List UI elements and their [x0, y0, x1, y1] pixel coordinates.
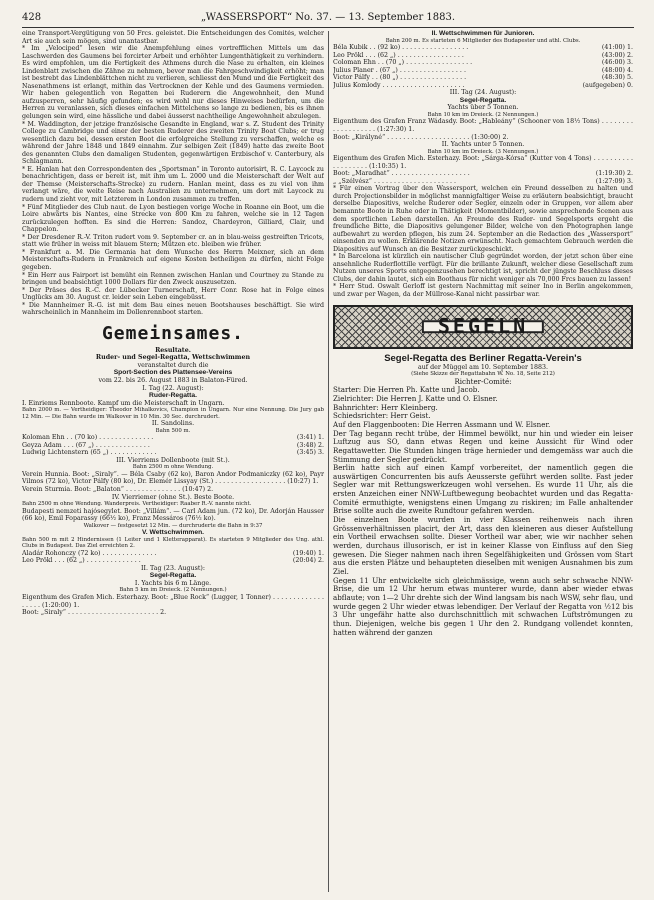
event-title: Ruder- und Segel-Regatta, Wettschwimmen [95, 354, 251, 362]
result-cell: (43:00) 2. [601, 51, 633, 59]
race-title: II. Wettschwimmen für Junioren. [431, 30, 535, 37]
article-title: Segel-Regatta des Berliner Regatta-Verein's [384, 352, 582, 364]
result-cell: (48:00) 4. [601, 66, 633, 74]
day-heading: I. Tag (22. August): [142, 384, 204, 392]
paragraph: * Im „Velociped“ lesen wir die Anempfehlung eines vortrefflichen Mittels um das Laschwerden des Gaumens bei forcirter Arbeit und erhöhter Lungenthätigkeit zu verhindern. Es wird empfohlen, um die Fertigkeit des Athmens durch die Nase zu erhalten, ein kleines Lindenblatt zwischen die Zähne zu nehmen, bevor man die Fahrgeschwindigkeit erhöht; man ist bestrebt das Lindenblättchen nicht zu verlieren, schliesst den Mund und die Fertigkeit des Nasenathmens ist erlangt, mithin das Vertrocknen der Kehle und des Gaumens vermieden. Wir haben gelegentlich von Regatten bei Ruderern die Angewohnheit, den Mund aufzusperren, sehr häufig gefunden; es wird wohl nur dieses Hinweises bedürfen, um die Herren zu veranlassen, sich dieses einfachen Mittelchens so lange zu bedienen, bis es ihnen gelungen sein wird, eine hässliche und dabei äusserst nachtheilige Angewohnheit abzulegen. [22, 45, 324, 121]
paragraph: * Herr Stud. Oswalt Gerloff ist gestern Nachmittag mit seiner Ino in Berlin angekommen, und zwar per Wagen, da der Müllrose-Kanal nicht passirbar war. [333, 283, 633, 298]
result-row [22, 557, 324, 565]
banner-label: SEGELN [422, 320, 544, 334]
running-title: „WASSERSPORT“ No. 37. — 13. September 1883. [200, 12, 456, 23]
race-note: Walkover — festgesetzt 12 Min. — durchruderte die Bahn in 9:37 [83, 522, 263, 529]
race-title: II. Yachts unter 5 Tonnen. [441, 141, 525, 149]
committee-line: Auf den Flaggenbooten: Die Herren Assmann und W. Elsner. [333, 419, 551, 429]
race-title: I. Einriems Rennboote. Kampf um die Meisterschaft in Ungarn. [22, 399, 225, 407]
result-row [333, 178, 633, 186]
result-row [333, 82, 633, 90]
race-note: Bahn 200 m. Es starteten 6 Mitglieder des Budapester und athl. Clubs. [385, 37, 581, 44]
result-cell: Koloman Ehn . . (70 ko) . . . . . . . . . . . . . . [22, 434, 154, 442]
result-entry: Eigenthum des Grafen Mich. Esterhazy. Boot: „Blue Rock“ (Lugger, 1 Tonner) . . . . . . . . . . . . . . . . . . (1:20:00) 1. [22, 593, 324, 609]
column-rule [328, 31, 329, 892]
race-title: V. Wettschwimmen. [141, 529, 205, 537]
paragraph: * Frankfurt a. M. Die Germania hat dem Wunsche des Herrn Meixner, sich an dem Meisterschafts-Rudern in Frankreich auf eigene Kosten betheiligen zu dürfen, nicht Folge gegeben. [22, 248, 324, 271]
result-list [22, 434, 324, 457]
regatta-heading: Segel-Regatta. [459, 96, 507, 104]
result-row [333, 52, 633, 60]
result-cell: Boot: „Maradhat“ . . . . . . . . . . . . . . . . . . . . [333, 170, 470, 178]
race-note: Bahn 500 m. [155, 427, 191, 434]
result-cell: (20:04) 2. [292, 557, 324, 565]
result-row [22, 434, 324, 442]
result-entry: Verein Hunnia. Boot: „Siraly“. — Béla Csaby (62 ko), Baron Andor Podmaniczky (62 ko), Payr Vilmos (72 ko), Victor Pálfy (80 ko), Dr. Elemér Lissyay (St.) . . . . . . . . . . . . . . . . . . (10:27) 1. [22, 470, 324, 486]
result-cell: (aufgegeben) 0. [582, 81, 633, 89]
race-note: Bahn 10 km im Dreieck. (2 Nennungen.) [427, 111, 539, 118]
result-row [22, 442, 324, 450]
result-cell: Leo Prökl . . . (62 „) . . . . . . . . . . . . . . . . . [333, 51, 464, 59]
page-number: 428 [22, 12, 42, 23]
left-column [22, 30, 324, 892]
race-title: III. Vierriems Dollenboote (mit St.). [116, 456, 230, 464]
result-cell: Leo Prökl . . . (62 „) . . . . . . . . . . . . . . [22, 557, 141, 565]
committee-heading: Richter-Comité: [454, 376, 512, 386]
race-note: Bahn 2500 m ohne Wendung. Wanderpreis. Vertheidiger: Raaber R.-V. nannte nicht. [22, 501, 252, 508]
paragraph: * Ein Herr aus Fairport ist bemüht ein Rennen zwischen Hanlan und Courtney zu Stande zu bringen und beabsichtigt 1000 Dollars für den Zweck auszusetzen. [22, 271, 324, 287]
result-cell: (1:19:30) 2. [595, 170, 633, 178]
result-row [22, 550, 324, 558]
result-cell: „ „Szélvész“ . . . . . . . . . . . . . . . . . . . . . [333, 177, 457, 185]
result-cell: (3:48) 2. [296, 441, 324, 449]
paragraph: * E. Hanlan hat den Correspondenten des „Sportsman“ in Toronto autorisirt, R. C. Laycock zu benachrichtigen, dass er bereit ist, mit ihm um L. 2000 und die Meisterschaft der Welt auf der Themse (Meisterschafts-Strecke) zu rudern. Hanlan meint, dass es zu viel von ihm verlangt wäre, die weite Reise nach Australien zu unternehmen, um dort mit Laycock zu rudern und zieht vor, mit Letzterem in London zusammen zu treffen. [22, 165, 324, 204]
paragraph: * Der Präses des R.-C. der Lübecker Turnerschaft, Herr Conr. Rose hat in Folge eines Unglücks am 30. August cr. leider sein Leben eingebüsst. [22, 286, 324, 302]
race-note: Bahn 5 km im Dreieck. (2 Nennungen.) [119, 587, 227, 594]
committee-line: Starter: Die Herren Ph. Katte und Jacob. [333, 385, 480, 395]
result-cell: (48:30) 5. [601, 74, 633, 82]
paragraph: * Fünf Mitglieder des Club naut. de Lyon bestiegen vorige Woche in Roanne ein Boot, um die Loire abwärts bis Nantes, eine Strecke von 800 Km zu fahren, welche sie in 12 Tagen zurückzulegen hofften. Es sind die Herren: Sandoz, Chardeyron, Gilliard, Clair, und Chappelon. [22, 203, 324, 234]
race-title: II. Sandolins. [151, 420, 195, 428]
result-list [333, 170, 633, 185]
regatta-heading: Segel-Regatta. [149, 572, 197, 580]
race-title: I. Yachts bis 6 m Länge. [134, 579, 212, 587]
subheading: Resultate. [155, 346, 191, 354]
result-row [333, 59, 633, 67]
result-row [22, 449, 324, 457]
result-cell: Coloman Ehn . . (70 „) . . . . . . . . . . . . . . . . . [333, 59, 473, 67]
result-row [333, 44, 633, 52]
page-header [22, 12, 634, 26]
paragraph: Die einzelnen Boote wurden in vier Klassen reihenweis nach ihren Grössenverhältnissen placirt, der Art, dass den kleineren aus dieser Aufstellung ein Vortheil erwachsen sollte. Dieser Vortheil war aber, wie wir nachher sehen werden, durchaus illusorisch, er ist in keiner Klasse von Einfluss auf den Sieg gewesen. Die Sieger nahmen nach ihren Segelfähigkeiten und Grössen vom Start aus die ersten Plätze und behaupteten dieselben mit wenigen Ausnahmen bis zum Ziel. [333, 515, 633, 577]
result-cell: Victor Pálfy . . (80 „) . . . . . . . . . . . . . . . . . [333, 74, 467, 82]
race-title: Yachts über 5 Tonnen. [447, 104, 519, 112]
paragraph: Gegen 11 Uhr entwickelte sich gleichmässige, wenn auch sehr schwache NNW-Brise, die um 12 Uhr herum etwas munterer wurde, dann aber wieder etwas abflaute; von 1—2 Uhr drehte sich der Wind langsam bis nach WSW, sehr flau, und wurde gegen 2 Uhr wieder etwas lebendiger. Der Verlauf der Regatta von ½12 bis 3 Uhr ungefähr hatte also durchschnittlich mit schwachen Luftströmungen zu thun. Diejenigen, welche bis gegen 1 Uhr den 2. Rundgang vollendet konnten, hatten während der ganzen [333, 575, 633, 637]
day-heading: II. Tag (23. August): [141, 564, 205, 572]
paragraph: Der Tag begann recht trübe, der Himmel bewölkt, nur hin und wieder ein leiser Luftzug aus SO, dann etwas Regen und keine Aussicht für Wind oder Regattawetter. Die Stunden hingen träge hernieder und demgemäss war auch die Stimmung der Segler gedrückt. [333, 428, 633, 464]
organizer: Sport-Section des Plattensee-Vereins [113, 369, 233, 377]
result-cell: (3:45) 3. [296, 449, 324, 457]
paragraph: Berlin hatte sich auf einen Kampf vorbereitet, der namentlich gegen die auswärtigen Concurrenten bis aufs Aeusserste geführt werden sollte. Fast jeder Segler war mit Rettungswerkzeugen wohl versehen. Es wurde 11 Uhr, als die ersten Anzeichen einer NNW-Luftbewegung beobachtet wurden und das Regatta-Comité ermuthigte, wenigstens einen Umgang zu riskiren; im Falle anhaltender Brise sollte auch die zweite Rundtour gefahren werden. [333, 463, 633, 516]
result-cell: Geyza Adam . . . (67 „) . . . . . . . . . . . . . . [22, 441, 150, 449]
committee-line: Schiedsrichter: Herr Geist. [333, 411, 431, 421]
article-note: (Siehe Skizze der Regattabahn W. No. 18, Seite 212) [411, 371, 555, 378]
result-cell: (3:41) 1. [296, 434, 324, 442]
result-cell: (19:40) 1. [292, 549, 324, 557]
race-note: Bahn 10 km im Dreieck. (3 Nennungen.) [427, 148, 539, 155]
article-date: auf der Müggel am 10. September 1883. [417, 363, 549, 371]
race-note: Bahn 2000 m. — Vertheidiger: Theodor Mihalkovics, Champion in Ungarn. Nur eine Nennung. Die Jury gab 12 Min. — Die Bahn wurde im Walkover in 10 Min. 30 Sec. durchrudert. [22, 407, 324, 420]
result-list [333, 44, 633, 89]
result-cell: (1:27:09) 3. [595, 177, 633, 185]
race-note: Bahn 2500 m ohne Wendung. [132, 464, 214, 471]
paragraph: * M. Waddington, der jetzige französische Gesandte in England, war s. Z. Student des Trinity College zu Cambridge und einer der besten Ruderer des zweiten Trinity Boat Clubs; er trug wesentlich dazu bei, dessen ersten Boot die erfolgreiche Stellung zu verschaffen, welche es während der Jahre 1848 und 1849 einnahm. Zur selbigen Zeit (1849) hatte das zweite Boot des genannten Clubs den damaligen Studenten, gegenwärtigen Erzbischof v. Canterbury, als Schlagmann. [22, 120, 324, 166]
paragraph: * In Barcelona ist kürzlich ein nautischer Club gegründet worden, der jetzt schon über eine ansehnliche Ruderflottille verfügt. Für die brillante Zukunft, welcher diese Gesellschaft zum Nutzen unseres Sports entgegenzusehen berechtigt ist, spricht der jüngste Beschluss dieses Clubs, der dahin lautet, sich ein Boothaus für nicht weniger als 70,000 Frcs bauen zu lassen! [333, 253, 633, 283]
result-cell: Ludwig Lichtenstern (65 „) . . . . . . . . . . . . [22, 449, 157, 457]
result-row [333, 74, 633, 82]
paragraph: * Die Mannheimer R.-G. ist mit dem Bau eines neuen Bootshauses beschäftigt. Sie wird wahrscheinlich in Mannheim im Dollenrennboot starten. [22, 301, 324, 317]
result-cell: (46:00) 3. [601, 59, 633, 67]
result-cell: Béla Kubik . . (92 ko) . . . . . . . . . . . . . . . . . [333, 44, 469, 52]
committee-line: Zielrichter: Die Herren J. Katte und O. Elsner. [333, 393, 498, 403]
committee-line: Bahnrichter: Herr Kleinberg. [333, 402, 438, 412]
result-entry: Boot: „Királyné“ . . . . . . . . . . . . . . . . . . . . . (1:30:00) 2. [333, 133, 509, 141]
paragraph: eine Transport-Vergütigung von 50 Frcs. geleistet. Die Entscheidungen des Comités, welcher Art sie auch sein mögen, sind unantastbar. [22, 30, 324, 45]
result-list [22, 550, 324, 565]
result-cell: Aladár Rohonczy (72 ko) . . . . . . . . . . . . . . [22, 549, 157, 557]
day-heading: III. Tag (24. August): [449, 89, 517, 97]
header-rule [22, 27, 634, 28]
result-row [333, 67, 633, 75]
paragraph: * Für einen Vortrag über den Wassersport, welchen ein Freund desselben zu halten und durch Projectionsbilder in möglichst mannigfaltiger Weise zu erläutern beabsichtigt, braucht derselbe Diapositivs, welche Ruderer oder Segler, einzeln oder in Gruppen, vor allem aber bemannte Boote in Ruhe oder in Thätigkeit (Momentbilder), sowie ansprechende Scenen aus dem sportlichen Leben darstellen. An Freunde des Ruder- und Segelsports ergeht die freundliche Bitte, die Diapositivs gelungener Bilder, welche von den Photographen lange aufbewahrt zu werden pflegen, bis zum 24. September an die Redaction des „Wassersport“ einsenden zu wollen. Erklärende Notizen erwünscht. Nach gemachtem Gebrauch werden die Diapositivs auf Wunsch an die Besitzer zurückgeschickt. [333, 185, 633, 253]
segeln-banner [333, 305, 633, 349]
race-note: Bahn 500 m mit 2 Hindernissen (1 Leiter und 1 Kletterapparat). Es starteten 9 Mitglieder des Ung. athl. Clubs in Budapest. Das Ziel erreichten 2. [22, 536, 324, 550]
section-title-gemeinsames: Gemeinsames. [101, 322, 245, 344]
result-entry: Budapesti nemzeti hajósegylet. Boot: „Villám“. — Carl Adam jun. (72 ko), Dr. Adorján Hausser (66 ko), Emil Foparassy (66½ ko), Franz Messáros (76½ ko). [22, 507, 324, 523]
result-cell: Julius Planer . (67 „) . . . . . . . . . . . . . . . . . [333, 66, 466, 74]
result-cell: Julius Komlody . . . . . . . . . . . . . . . . . . . . . [333, 81, 465, 89]
result-entry: Boot: „Siraly“ . . . . . . . . . . . . . . . . . . . . . . . 2. [22, 609, 167, 617]
regatta-heading: Ruder-Regatta. [149, 392, 197, 400]
result-row [333, 170, 633, 178]
event-line: veranstaltet durch die [137, 361, 209, 369]
result-entry: Eigenthum des Grafen Mich. Esterhazy. Boot: „Sárga-Kórsa“ (Kutter von 4 Tons) . . . . . . . . . . . . . . . . . . . (1:10:35) 1. [333, 155, 633, 170]
event-dates: vom 22. bis 26. August 1883 in Balaton-Füred. [98, 376, 248, 384]
result-entry: Verein Sturmia. Boot: „Balaton“ . . . . . . . . . . . . . . (10:47) 2. [22, 485, 214, 493]
result-cell: (41:00) 1. [601, 44, 633, 52]
race-title: IV. Vierriemer (ohne St.). Beste Boote. [111, 493, 235, 501]
right-column [333, 30, 633, 892]
result-entry: Eigenthum des Grafen Franz Wádasdy. Boot: „Hableány“ (Schooner von 18½ Tons) . . . . . . . . . . . . . . . . . . . (1:27:30) 1. [333, 118, 633, 134]
paragraph: * Der Dresdener R.-V. Triton rudert vom 9. September cr. an in blau-weiss gestreiften Tricots, statt wie früher in weiss mit blauem Stern; Mützen etc. bleiben wie früher. [22, 233, 324, 249]
